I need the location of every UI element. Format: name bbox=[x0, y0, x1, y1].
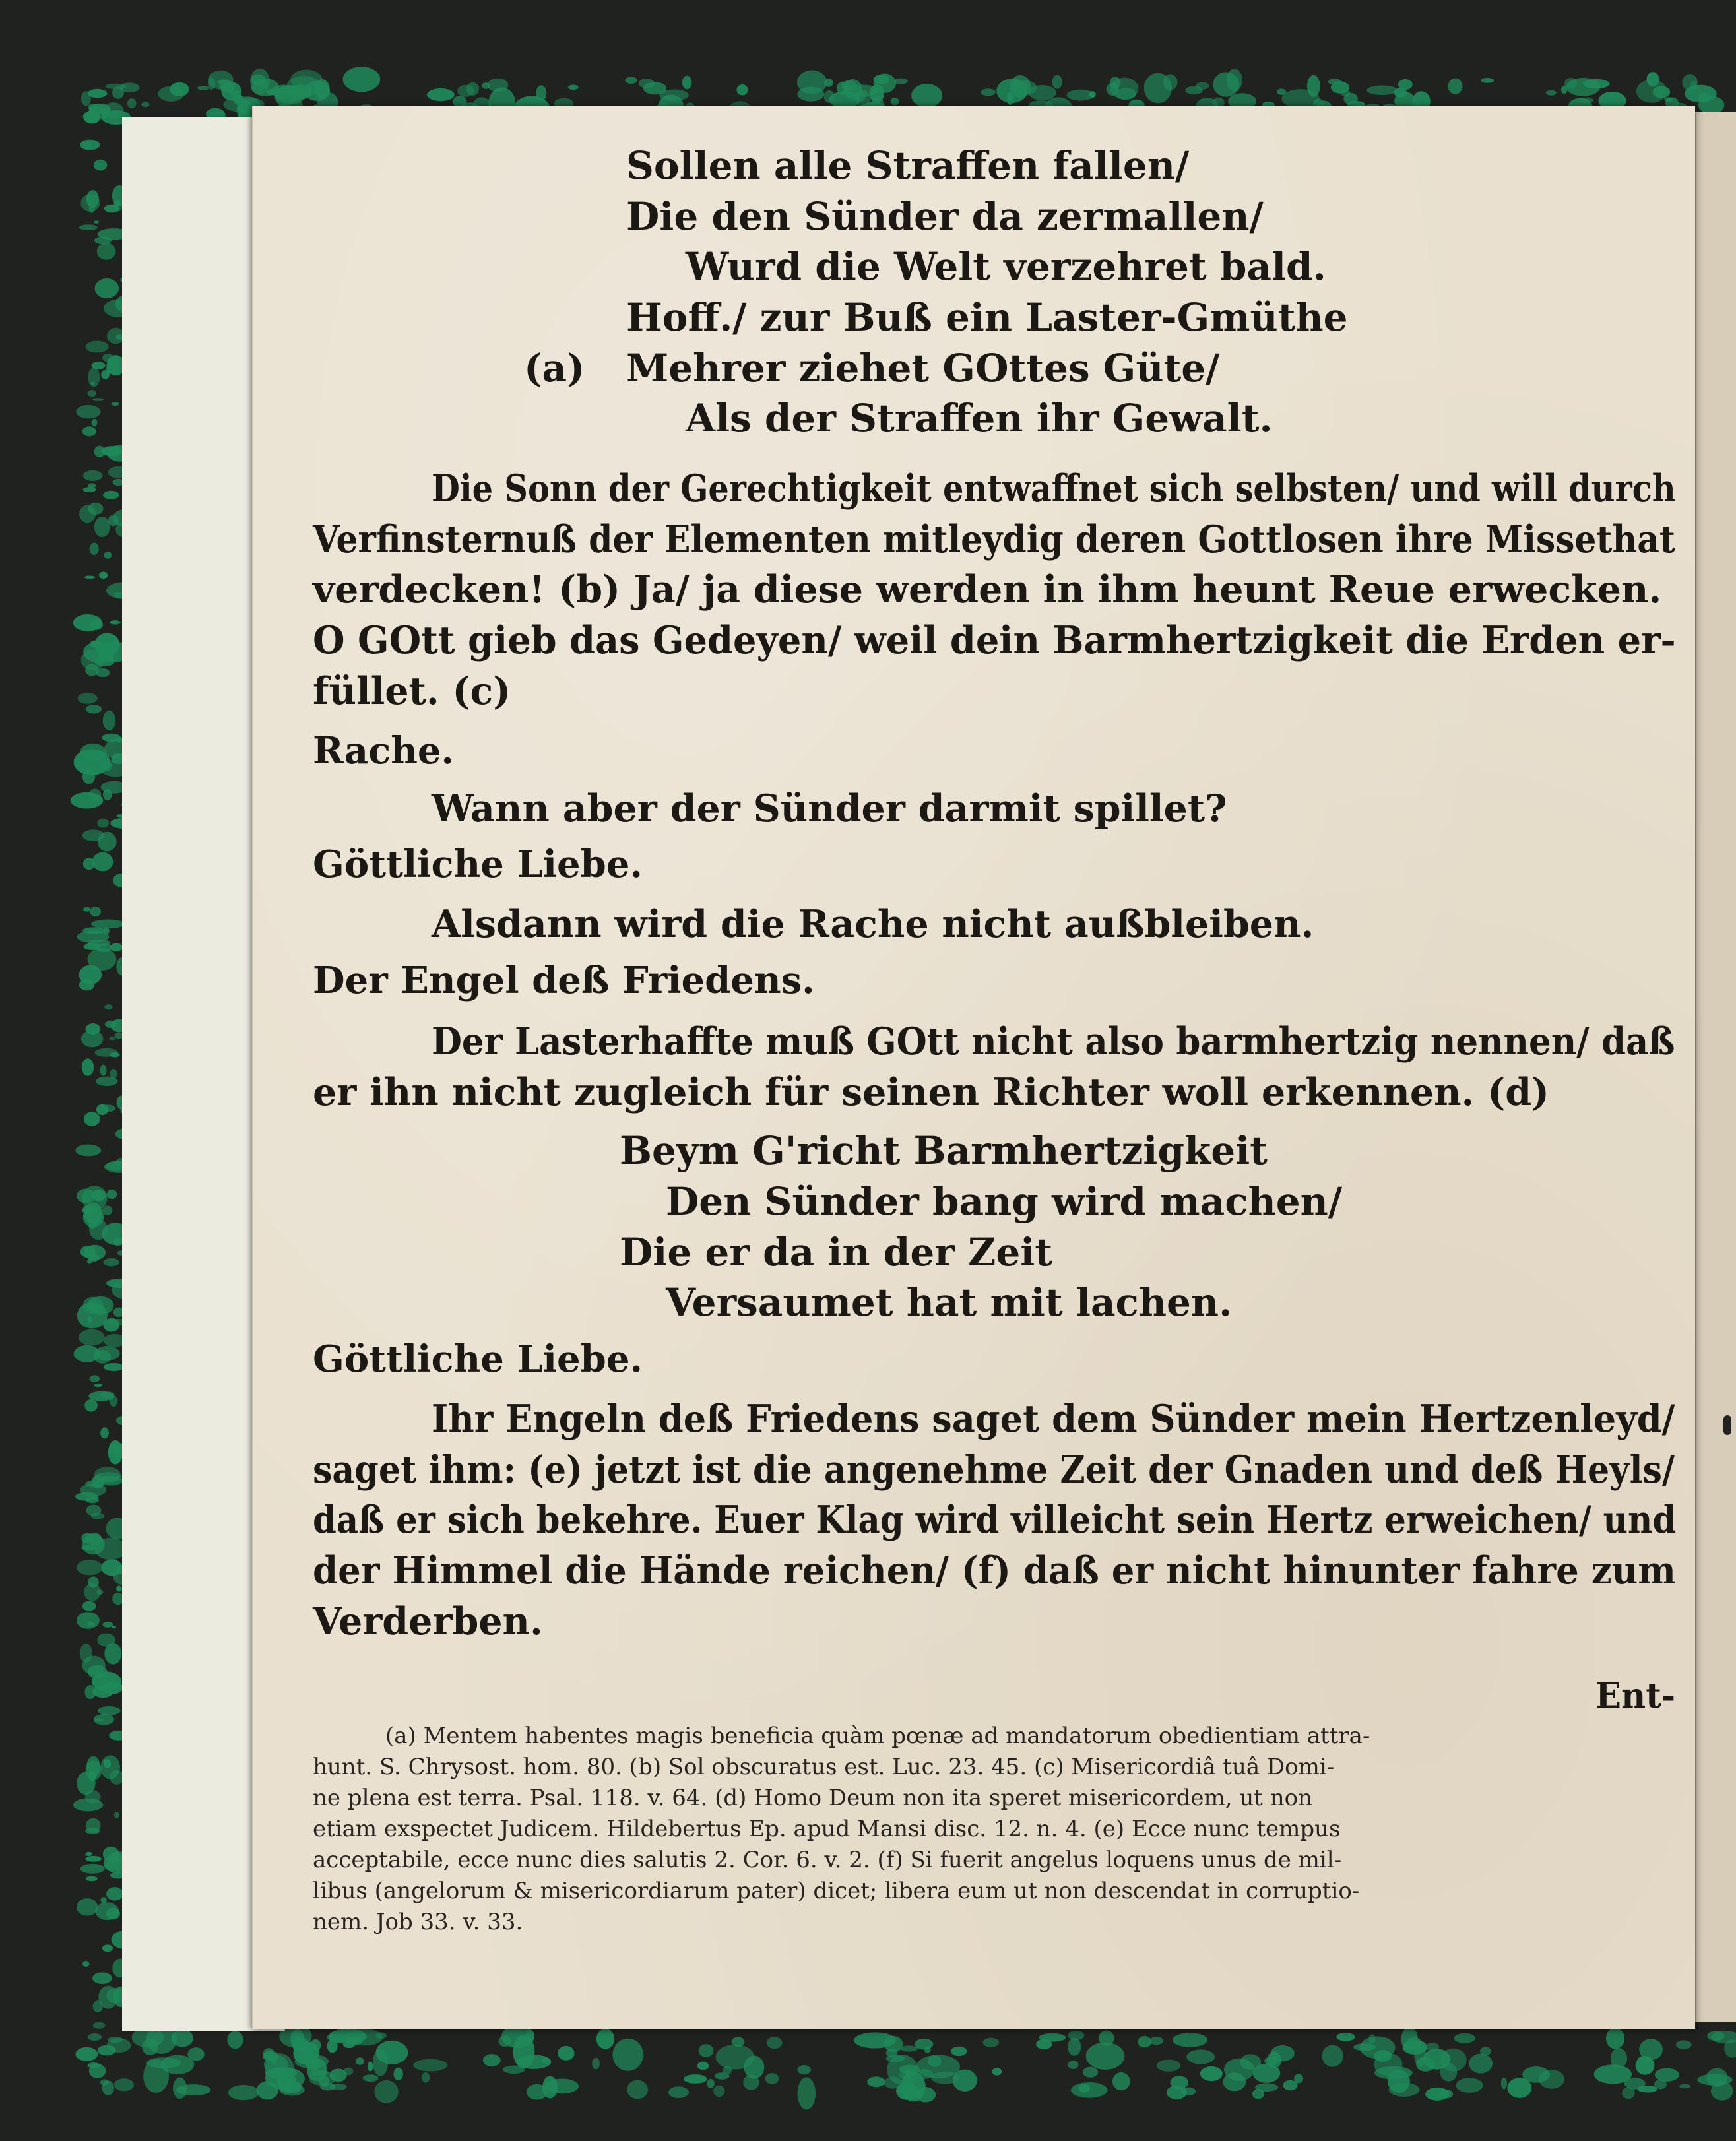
prose-line: O GOtt gieb das Gedeyen/ weil dein Barmhertzigkeit die Erden er- bbox=[313, 618, 1676, 662]
prose-line: er ihn nicht zugleich für seinen Richter woll erkennen. (d) bbox=[313, 1070, 1550, 1114]
verse-line: Wurd die Welt verzehret bald. bbox=[686, 244, 1326, 289]
speaker-label: Rache. bbox=[313, 729, 455, 773]
footnote-line: libus (angelorum & misericordiarum pater) dicet; libera eum ut non descendat in corruptio- bbox=[313, 1878, 1360, 1904]
speaker-label: Göttliche Liebe. bbox=[313, 1337, 643, 1381]
catchword: Ent- bbox=[1595, 1676, 1676, 1716]
verse-line: Als der Straffen ihr Gewalt. bbox=[686, 396, 1273, 441]
verse-line: Versaumet hat mit lachen. bbox=[666, 1280, 1233, 1325]
verse-line: Beym G'richt Barmhertzigkeit bbox=[620, 1128, 1268, 1173]
footnote-line: acceptabile, ecce nunc dies salutis 2. Cor. 6. v. 2. (f) Si fuerit angelus loquens unus de mil- bbox=[313, 1847, 1342, 1873]
prose-line: Die Sonn der Gerechtigkeit entwaffnet sich selbsten/ und will durch bbox=[432, 466, 1676, 511]
footnote-line: ne plena est terra. Psal. 118. v. 64. (d) Homo Deum non ita speret misericordem, ut non bbox=[313, 1785, 1313, 1811]
footnote-line: etiam exspectet Judicem. Hildebertus Ep. apud Mansi disc. 12. n. 4. (e) Ecce nunc tempus bbox=[313, 1816, 1341, 1842]
verse-line: Die er da in der Zeit bbox=[620, 1230, 1053, 1275]
prose-line: verdecken! (b) Ja/ ja diese werden in ihm heunt Reue erwecken. bbox=[313, 567, 1662, 612]
adjacent-page-mark bbox=[1723, 1415, 1731, 1435]
verse-line: Sollen alle Straffen fallen/ bbox=[626, 143, 1190, 188]
speaker-label: Der Engel deß Friedens. bbox=[313, 959, 815, 1002]
prose-line: daß er sich bekehre. Euer Klag wird villeicht sein Hertz erweichen/ und bbox=[313, 1498, 1677, 1542]
prose-line: Ihr Engeln deß Friedens saget dem Sünder mein Hertzenleyd/ bbox=[432, 1397, 1675, 1441]
prose-line: Der Lasterhaffte muß GOtt nicht also barmhertzig nennen/ daß bbox=[432, 1019, 1675, 1064]
prose-line: füllet. (c) bbox=[313, 669, 511, 713]
prose-line: saget ihm: (e) jetzt ist die angenehme Zeit der Gnaden und deß Heyls/ bbox=[313, 1448, 1675, 1492]
dialogue-line: Alsdann wird die Rache nicht außbleiben. bbox=[432, 902, 1314, 946]
footnote-line: nem. Job 33. v. 33. bbox=[313, 1909, 523, 1935]
verse-line: Die den Sünder da zermallen/ bbox=[626, 194, 1264, 239]
prose-line: Verfinsternuß der Elementen mitleydig deren Gottlosen ihre Missethat bbox=[313, 517, 1675, 561]
adjacent-page-edge bbox=[1694, 112, 1736, 2022]
verse-line: Hoff./ zur Buß ein Laster-Gmüthe bbox=[626, 295, 1348, 340]
speaker-label: Göttliche Liebe. bbox=[313, 843, 643, 886]
verse-line: Mehrer ziehet GOttes Güte/ bbox=[626, 346, 1220, 391]
verse-line: Den Sünder bang wird machen/ bbox=[666, 1179, 1342, 1224]
footnote-marker: (a) bbox=[524, 346, 585, 391]
dialogue-line: Wann aber der Sünder darmit spillet? bbox=[432, 786, 1227, 831]
book-page bbox=[252, 106, 1695, 2029]
prose-line: Verderben. bbox=[313, 1599, 543, 1644]
footnote-line: (a) Mentem habentes magis beneficia quàm pœnæ ad mandatorum obedientiam attra- bbox=[385, 1723, 1370, 1749]
footnote-line: hunt. S. Chrysost. hom. 80. (b) Sol obscuratus est. Luc. 23. 45. (c) Misericordiâ tuâ Domi- bbox=[313, 1754, 1335, 1780]
prose-line: der Himmel die Hände reichen/ (f) daß er nicht hinunter fahre zum bbox=[313, 1549, 1676, 1593]
